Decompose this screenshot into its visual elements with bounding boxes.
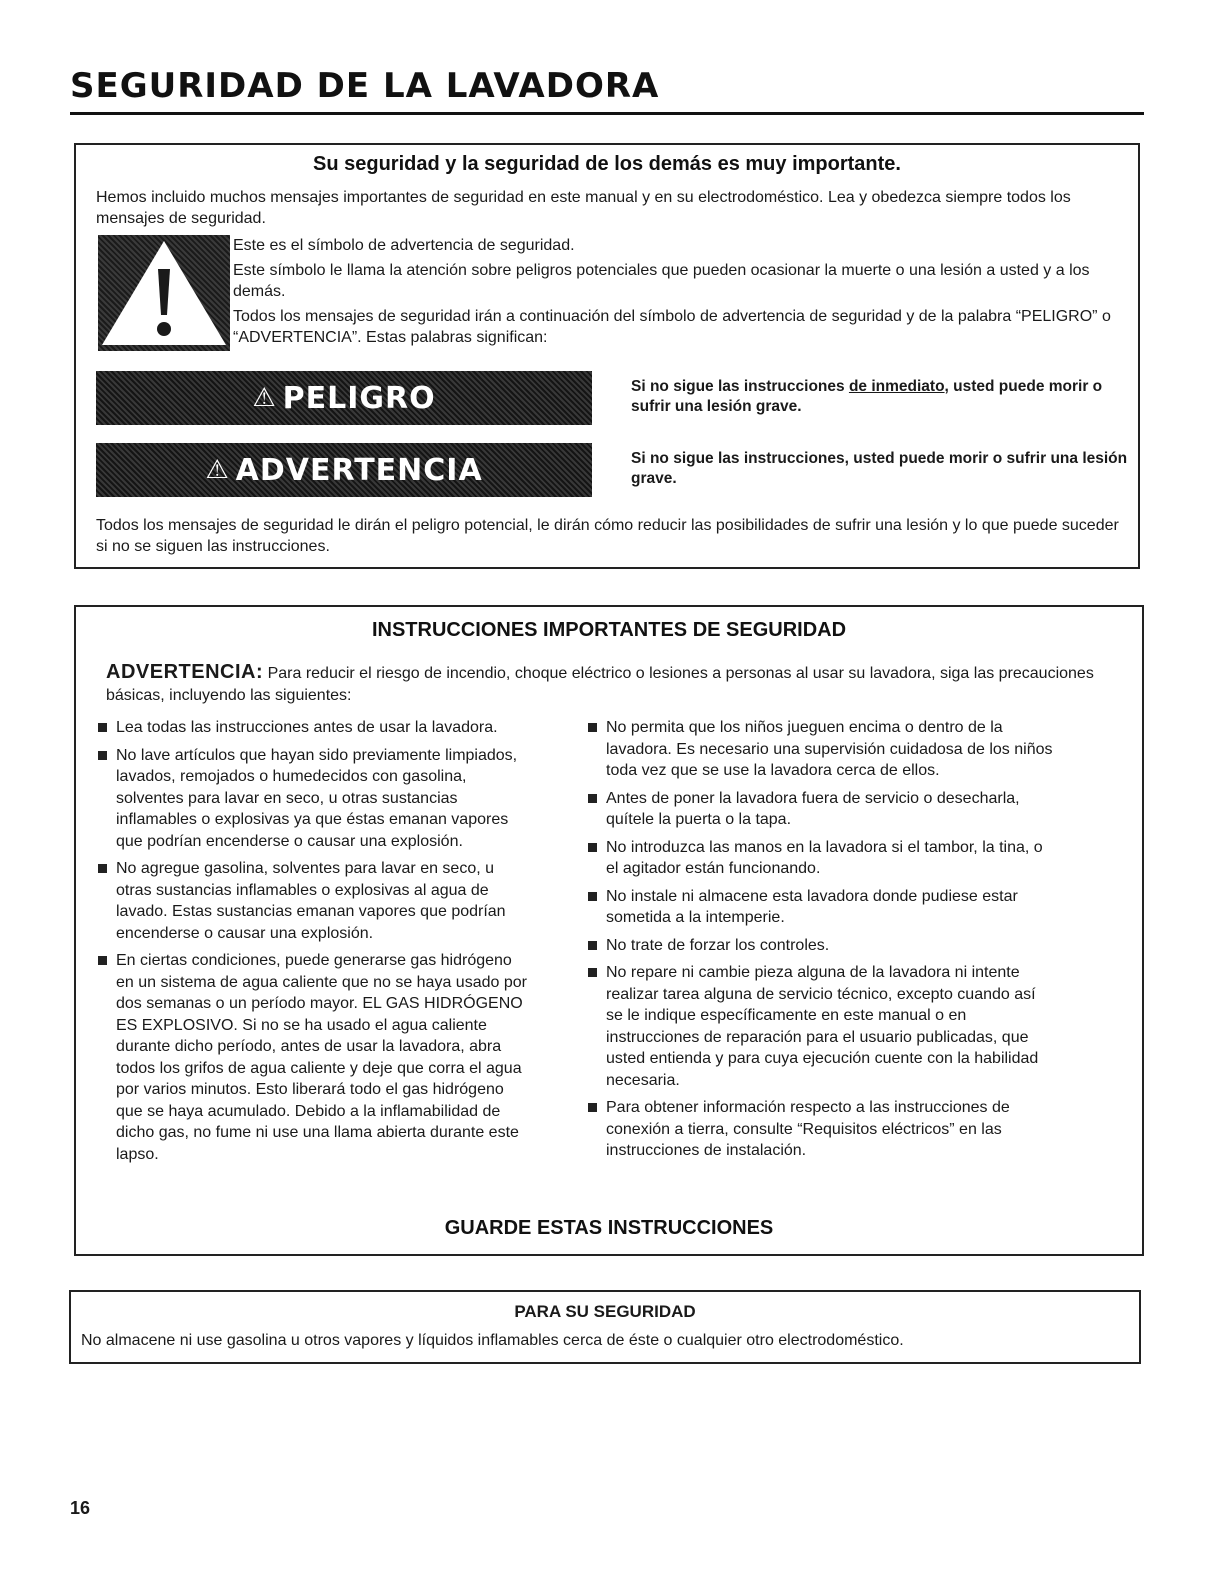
square-bullet-icon	[98, 864, 107, 873]
safety-intro: Hemos incluido muchos mensajes importantes de seguridad en este manual y en su electrodoméstico. Lea y obedezca siempre todos los mensajes de seguridad.	[96, 189, 1071, 227]
safety-messages-box	[74, 143, 1140, 569]
advertencia-word: ADVERTENCIA	[235, 452, 483, 488]
list-item-text: No permita que los niños jueguen encima o dentro de la lavadora. Es necesario una supervisión cuidadosa de los niños toda vez que se use la lavadora cerca de ellos.	[606, 719, 1053, 779]
square-bullet-icon	[98, 956, 107, 965]
warning-triangle-icon	[98, 235, 230, 351]
instructions-left-column	[96, 717, 528, 1171]
list-item	[586, 962, 1056, 1091]
peligro-description	[631, 377, 1131, 417]
for-your-safety-box	[69, 1290, 1141, 1364]
peligro-desc-underlined: de inmediato	[848, 378, 945, 395]
advertencia-description: Si no sigue las instrucciones, usted puede morir o sufrir una lesión grave.	[631, 450, 1128, 487]
important-instructions-box	[74, 605, 1144, 1256]
page-title: SEGURIDAD DE LA LAVADORA	[70, 66, 660, 106]
list-item-text: En ciertas condiciones, puede generarse gas hidrógeno en un sistema de agua caliente que no se haya usado por dos semanas o un período mayor. EL GAS HIDRÓGENO ES EXPLOSIVO. Si no se ha usado el agua caliente durante dicho período, antes de usar la lavadora, abra todos los grifos de agua caliente y deje que corra el agua por varios minutos. Esto liberará todo el gas hidrógeno que se haya acumulado. Debido a la inflamabilidad de dicho gas, no fume ni use una llama abierta durante este lapso.	[116, 952, 527, 1163]
list-item-text: Para obtener información respecto a las instrucciones de conexión a tierra, consulte “Requisitos eléctricos” en las instrucciones de instalación.	[606, 1099, 1010, 1159]
peligro-signal-banner	[96, 371, 592, 425]
peligro-word: PELIGRO	[282, 380, 436, 416]
square-bullet-icon	[588, 723, 597, 732]
save-instructions-heading: GUARDE ESTAS INSTRUCCIONES	[444, 1217, 774, 1239]
list-item	[586, 886, 1056, 929]
page-number: 16	[70, 1498, 91, 1518]
square-bullet-icon	[588, 968, 597, 977]
list-item	[586, 935, 1056, 957]
symbol-text-3: Todos los mensajes de seguridad irán a continuación del símbolo de advertencia de seguridad y de la palabra “PELIGRO” o “ADVERTENCIA”. Estas palabras significan:	[233, 308, 1111, 346]
warning-text: Para reducir el riesgo de incendio, choque eléctrico o lesiones a personas al usar su lavadora, siga las precauciones básicas, incluyendo las siguientes:	[106, 665, 1094, 704]
list-item-text: No instale ni almacene esta lavadora donde pudiese estar sometida a la intemperie.	[606, 887, 1018, 926]
list-item-text: Lea todas las instrucciones antes de usar la lavadora.	[116, 719, 498, 736]
list-item-text: Antes de poner la lavadora fuera de servicio o desecharla, quítele la puerta o la tapa.	[606, 789, 1020, 828]
for-your-safety-text: No almacene ni use gasolina u otros vapores y líquidos inflamables cerca de éste o cualquier otro electrodoméstico.	[81, 1332, 904, 1349]
square-bullet-icon	[98, 723, 107, 732]
list-item	[96, 950, 528, 1165]
list-item	[586, 837, 1056, 880]
list-item	[586, 788, 1056, 831]
peligro-desc-part1: Si no sigue las instrucciones	[631, 378, 849, 395]
symbol-text-2: Este símbolo le llama la atención sobre peligros potenciales que pueden ocasionar la muerte o una lesión a usted y a los demás.	[233, 262, 1090, 300]
square-bullet-icon	[588, 843, 597, 852]
list-item	[96, 745, 528, 853]
square-bullet-icon	[98, 751, 107, 760]
instructions-heading: INSTRUCCIONES IMPORTANTES DE SEGURIDAD	[371, 619, 847, 641]
list-item-text: No repare ni cambie pieza alguna de la lavadora ni intente realizar tarea alguna de servicio técnico, excepto cuando así se le indique específicamente en este manual o en instrucciones de reparación para el usuario publicadas, que usted entienda y para cuya ejecución cuente con la habilidad necesaria.	[606, 964, 1039, 1089]
square-bullet-icon	[588, 892, 597, 901]
list-item-text: No trate de forzar los controles.	[606, 936, 830, 954]
list-item-text: No agregue gasolina, solventes para lavar en seco, u otras sustancias inflamables o explosivas al agua de lavado. Estas sustancias emanan vapores que podrían encenderse o causar una explosión.	[116, 860, 506, 942]
square-bullet-icon	[588, 941, 597, 950]
list-item	[586, 717, 1056, 782]
instructions-right-column	[586, 717, 1056, 1168]
alert-triangle-icon: ⚠	[205, 455, 230, 485]
square-bullet-icon	[588, 794, 597, 803]
symbol-explanation	[233, 235, 1118, 352]
for-your-safety-heading: PARA SU SEGURIDAD	[514, 1302, 696, 1321]
list-item	[586, 1097, 1056, 1162]
list-item-text: No lave artículos que hayan sido previamente limpiados, lavados, remojados o humedecidos con gasolina, solventes para lavar en seco, u otras sustancias inflamables o explosivas ya que éstas emanan vapores que podrían encenderse o causar una explosión.	[116, 746, 518, 850]
alert-triangle-icon: ⚠	[252, 383, 277, 413]
peligro-desc-part2: , usted puede morir o sufrir una lesión grave.	[631, 378, 1103, 415]
title-rule	[70, 112, 1144, 115]
advertencia-signal-banner	[96, 443, 592, 497]
warning-paragraph	[106, 661, 1102, 707]
list-item	[96, 717, 528, 739]
safety-heading: Su seguridad y la seguridad de los demás es muy importante.	[313, 153, 901, 175]
list-item-text: No introduzca las manos en la lavadora si el tambor, la tina, o el agitador están funcionando.	[606, 838, 1043, 877]
symbol-text-1: Este es el símbolo de advertencia de seguridad.	[233, 237, 575, 254]
list-item	[96, 858, 528, 944]
safety-footer: Todos los mensajes de seguridad le dirán el peligro potencial, le dirán cómo reducir las posibilidades de sufrir una lesión y lo que puede suceder si no se siguen las instrucciones.	[96, 517, 1119, 555]
warning-label: ADVERTENCIA:	[106, 661, 264, 683]
square-bullet-icon	[588, 1103, 597, 1112]
